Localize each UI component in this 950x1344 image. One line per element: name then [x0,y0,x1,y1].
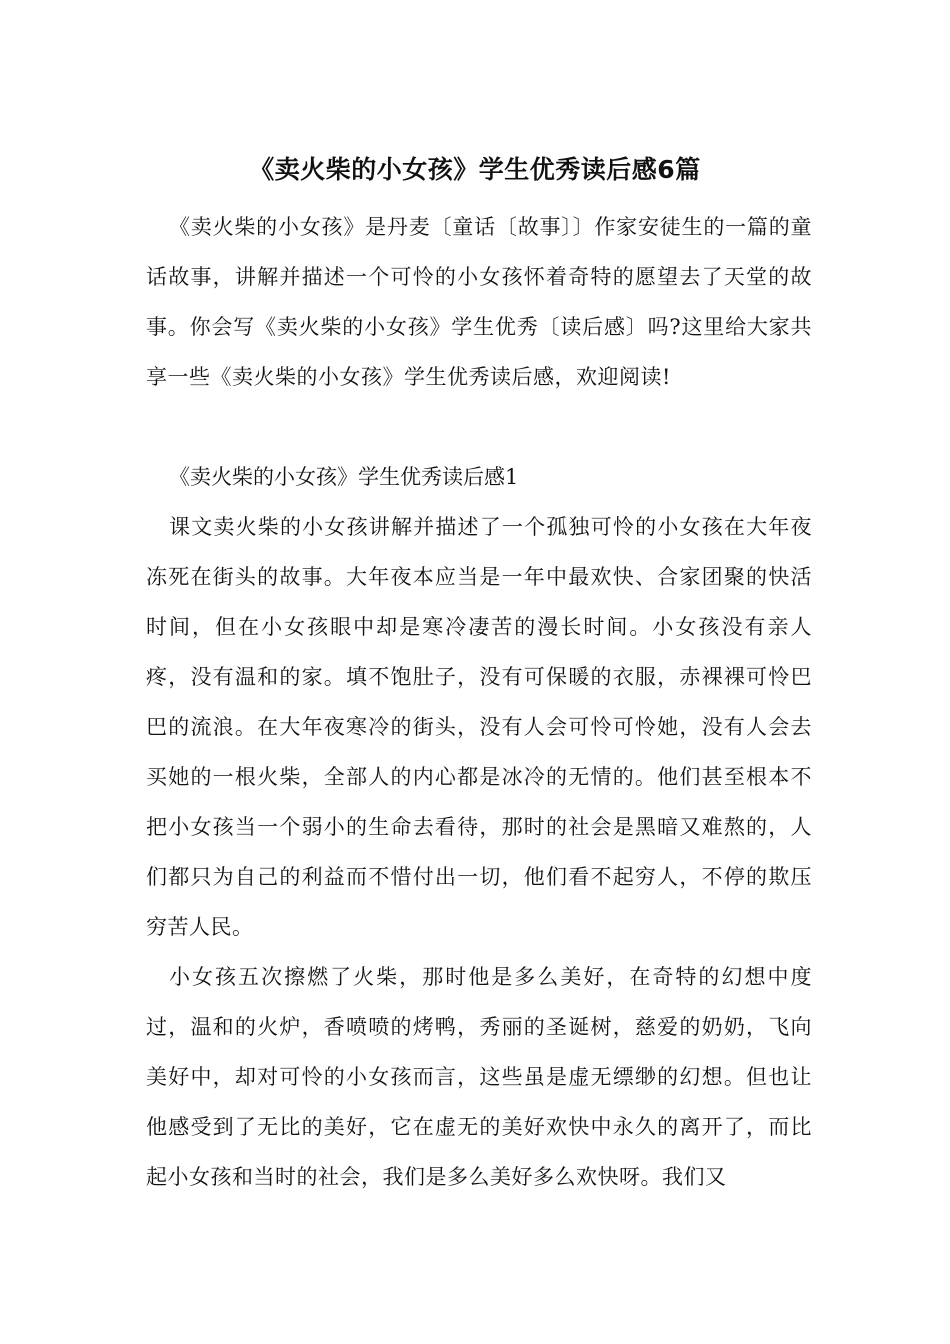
body-paragraph: 小女孩五次擦燃了火柴，那时他是多么美好，在奇特的幻想中度过，温和的火炉，香喷喷的烤鸭，秀丽的圣诞树，慈爱的奶奶，飞向美好中，却对可怜的小女孩而言，这些虽是虚无缥缈的幻想。但也让他感受到了无比的美好，它在虚无的美好欢快中永久的离开了，而比起小女孩和当时的社会，我们是多么美好多么欢快呀。我们又 [146,965,812,1189]
intro-paragraph: 《卖火柴的小女孩》是丹麦〔童话〔故事〕〕作家安徒生的一篇的童话故事，讲解并描述一个可怜的小女孩怀着奇特的愿望去了天堂的故事。你会写《卖火柴的小女孩》学生优秀〔读后感〕吗?这里给大家共享一些《卖火柴的小女孩》学生优秀读后感，欢迎阅读! [146,215,812,389]
section-heading: 《卖火柴的小女孩》学生优秀读后感1 [169,465,519,489]
body-paragraph: 课文卖火柴的小女孩讲解并描述了一个孤独可怜的小女孩在大年夜冻死在街头的故事。大年夜本应当是一年中最欢快、合家团聚的快活时间，但在小女孩眼中却是寒冷凄苦的漫长时间。小女孩没有亲人疼，没有温和的家。填不饱肚子，没有可保暖的衣服，赤裸裸可怜巴巴的流浪。在大年夜寒冷的街头，没有人会可怜可怜她，没有人会去买她的一根火柴，全部人的内心都是冰冷的无情的。他们甚至根本不把小女孩当一个弱小的生命去看待，那时的社会是黑暗又难熬的，人们都只为自己的利益而不惜付出一切，他们看不起穷人，不停的欺压穷苦人民。 [146,515,812,939]
document-title: 《卖火柴的小女孩》学生优秀读后感6篇 [249,155,701,184]
